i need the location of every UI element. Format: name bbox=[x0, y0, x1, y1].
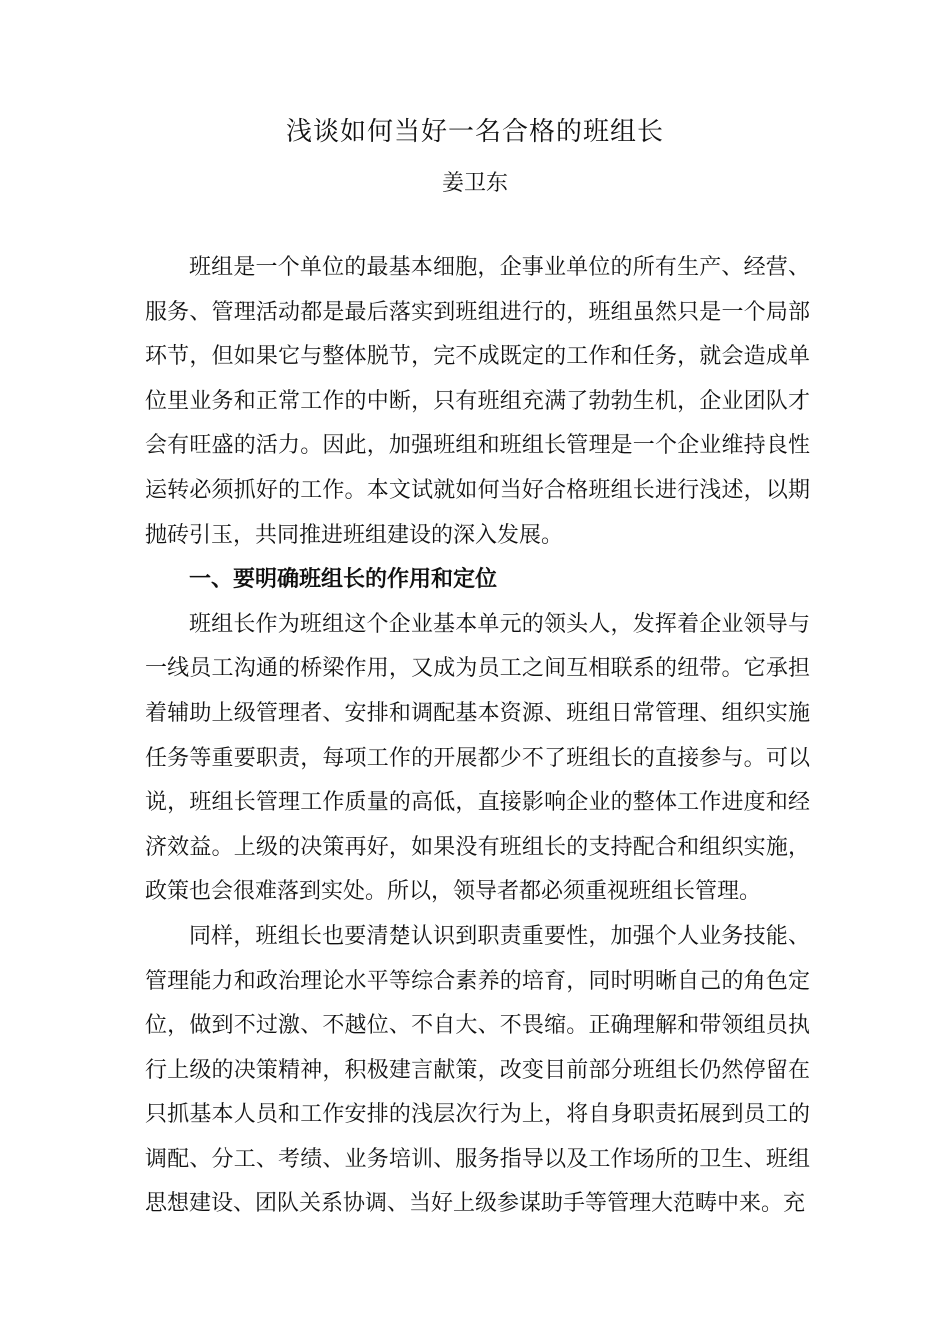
paragraph-intro: 班组是一个单位的最基本细胞，企事业单位的所有生产、经营、服务、管理活动都是最后落实到班组进行的，班组虽然只是一个局部环节，但如果它与整体脱节，完不成既定的工作和任务，就会造成单位里业务和正常工作的中断，只有班组充满了勃勃生机，企业团队才会有旺盛的活力。因此，加强班组和班组长管理是一个企业维持良性运转必须抓好的工作。本文试就如何当好合格班组长进行浅述，以期抛砖引玉，共同推进班组建设的深入发展。 bbox=[145, 255, 810, 548]
document-title: 浅谈如何当好一名合格的班组长 bbox=[285, 117, 664, 147]
document-body bbox=[145, 246, 810, 1227]
section-heading: 一、要明确班组长的作用和定位 bbox=[189, 567, 498, 593]
paragraph-duty: 同样，班组长也要清楚认识到职责重要性，加强个人业务技能、管理能力和政治理论水平等综合素养的培育，同时明晰自己的角色定位，做到不过激、不越位、不自大、不畏缩。正确理解和带领组员执行上级的决策精神，积极建言献策，改变目前部分班组长仍然停留在只抓基本人员和工作安排的浅层次行为上，将自身职责拓展到员工的调配、分工、考绩、业务培训、服务指导以及工作场所的卫生、班组思想建设、团队关系协调、当好上级参谋助手等管理大范畴中来。充 bbox=[145, 923, 810, 1217]
document-author: 姜卫东 bbox=[441, 171, 508, 196]
paragraph-role: 班组长作为班组这个企业基本单元的领头人，发挥着企业领导与一线员工沟通的桥梁作用，又成为员工之间互相联系的纽带。它承担着辅助上级管理者、安排和调配基本资源、班组日常管理、组织实施任务等重要职责，每项工作的开展都少不了班组长的直接参与。可以说，班组长管理工作质量的高低，直接影响企业的整体工作进度和经济效益。上级的决策再好，如果没有班组长的支持配合和组织实施，政策也会很难落到实处。所以，领导者都必须重视班组长管理。 bbox=[145, 611, 810, 905]
